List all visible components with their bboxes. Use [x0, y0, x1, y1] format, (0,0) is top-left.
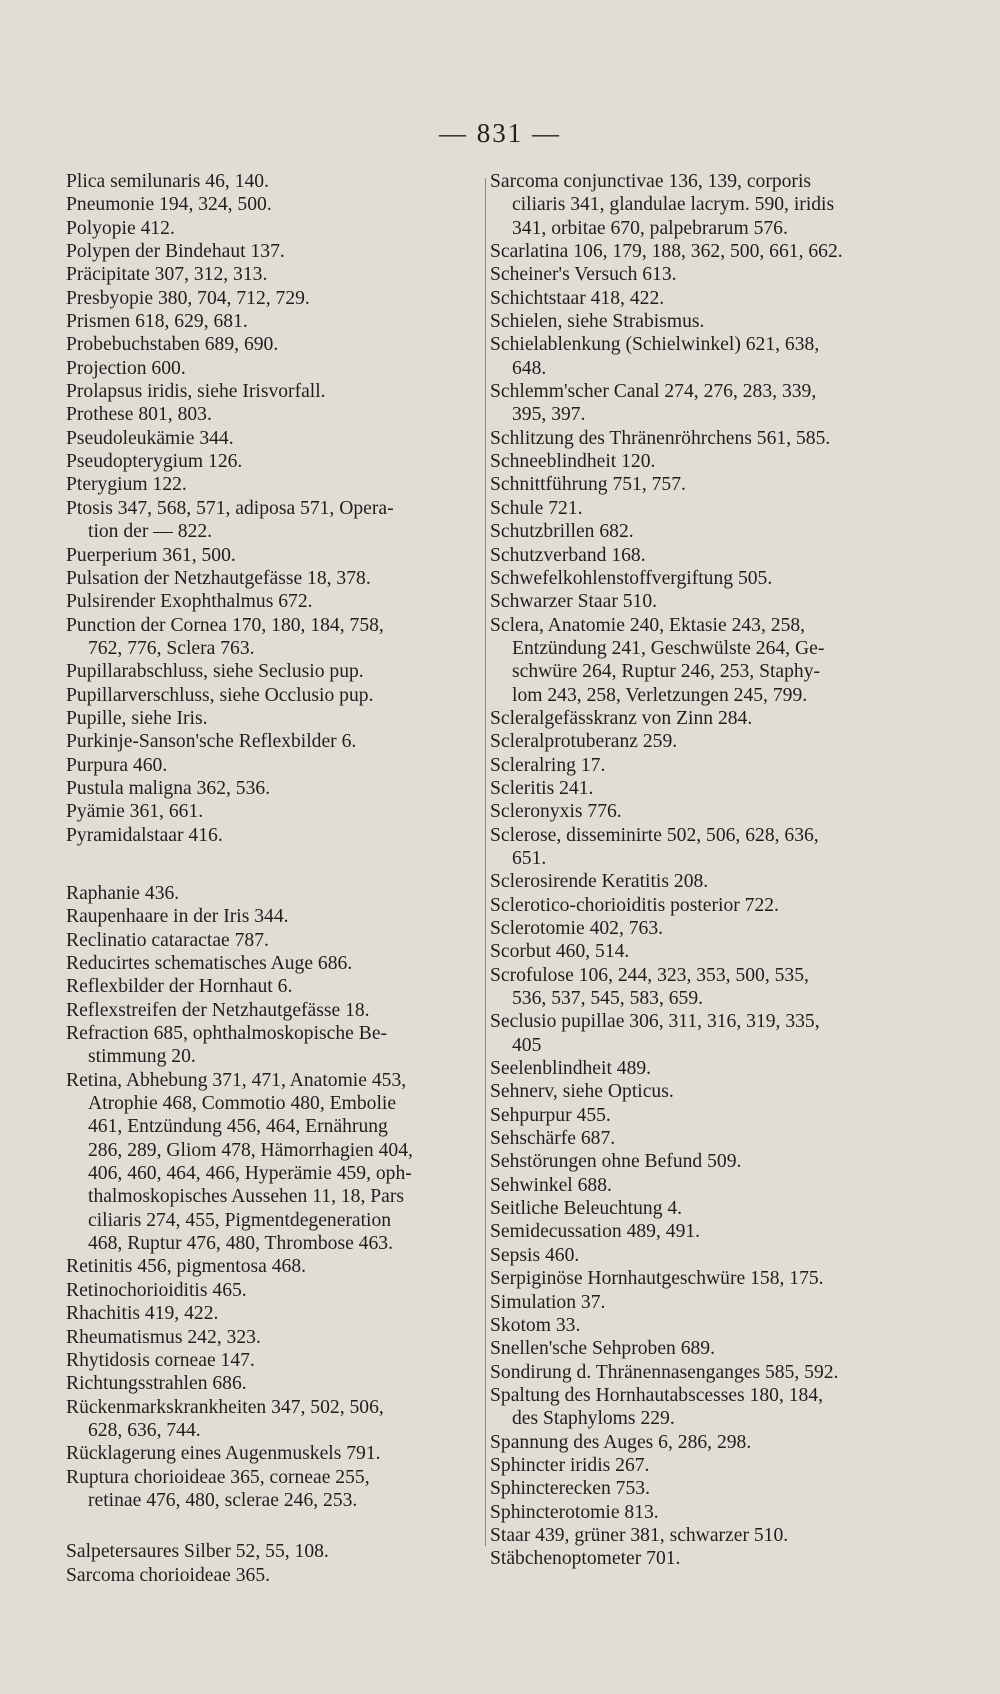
index-entry: Pyramidalstaar 416.	[66, 824, 223, 846]
column-divider	[485, 178, 486, 1546]
index-entry: Prothese 801, 803.	[66, 404, 212, 426]
index-entry: Scleronyxis 776.	[490, 801, 622, 823]
index-entry: Staar 439, grüner 381, schwarzer 510.	[490, 1524, 789, 1546]
index-entry: Sphincterecken 753.	[490, 1478, 650, 1500]
index-entry: Schutzbrillen 682.	[490, 521, 634, 543]
index-entry: Scleralgefässkranz von Zinn 284.	[490, 707, 753, 729]
index-entry: Refraction 685, ophthalmoskopische Be- stimmung 20.	[66, 1023, 388, 1068]
index-entry: Scheiner's Versuch 613.	[490, 264, 677, 286]
index-entry: Schlitzung des Thränenröhrchens 561, 585.	[490, 427, 831, 449]
index-entry: Pneumonie 194, 324, 500.	[66, 194, 272, 216]
index-group-s	[66, 1540, 476, 1587]
index-entry: Schnittführung 751, 757.	[490, 474, 686, 496]
index-entry: Sclerotomie 402, 763.	[490, 918, 664, 939]
index-entry: Retinochorioiditis 465.	[66, 1279, 247, 1301]
index-entry: Raphanie 436.	[66, 882, 180, 904]
index-entry: Plica semilunaris 46, 140.	[66, 171, 269, 192]
index-entry: Scorbut 460, 514.	[490, 941, 630, 963]
index-entry: Punction der Cornea 170, 180, 184, 758, 762, 776, Sclera 763.	[66, 614, 384, 659]
index-entry: Retina, Abhebung 371, 471, Anatomie 453, Atrophie 468, Commotio 480, Embolie 461, Entzündung 456, 464, Ernährung 286, 289, Gliom 478, Hämorrhagien 404, 406, 460, 464, 466, Hyperämie 459, oph- thalmoskopisches Aussehen 11, 18, Pars ciliaris 274, 455, Pigmentdegeneration 468, Ruptur 476, 480, Thrombose 463.	[66, 1069, 413, 1255]
index-entry: Serpiginöse Hornhautgeschwüre 158, 175.	[490, 1268, 824, 1290]
index-entry: Sehschärfe 687.	[490, 1128, 616, 1150]
index-entry: Seclusio pupillae 306, 311, 316, 319, 335, 405	[490, 1011, 820, 1056]
index-entry: Scarlatina 106, 179, 188, 362, 500, 661, 662.	[490, 241, 843, 263]
index-entry: Polyopie 412.	[66, 217, 175, 239]
index-entry: Präcipitate 307, 312, 313.	[66, 264, 268, 286]
index-entry: Schwarzer Staar 510.	[490, 591, 658, 613]
index-entry: Puerperium 361, 500.	[66, 544, 236, 566]
index-entry: Scleralring 17.	[490, 754, 606, 776]
index-group-r	[66, 882, 476, 1512]
index-entry: Reflexstreifen der Netzhautgefässe 18.	[66, 999, 370, 1021]
index-entry: Rhytidosis corneae 147.	[66, 1349, 255, 1371]
index-entry: Pupillarverschluss, siehe Occlusio pup.	[66, 684, 374, 706]
index-entry: Salpetersaures Silber 52, 55, 108.	[66, 1541, 329, 1563]
index-entry: Schutzverband 168.	[490, 544, 646, 566]
index-entry: Pseudopterygium 126.	[66, 451, 243, 473]
index-entry: Rheumatismus 242, 323.	[66, 1326, 261, 1348]
index-entry: Retinitis 456, pigmentosa 468.	[66, 1256, 307, 1278]
index-entry: Scleralprotuberanz 259.	[490, 731, 678, 753]
group-spacer	[66, 847, 476, 882]
index-entry: Reflexbilder der Hornhaut 6.	[66, 976, 293, 998]
index-entry: Sclerose, disseminirte 502, 506, 628, 636, 651.	[490, 824, 819, 869]
index-entry: Semidecussation 489, 491.	[490, 1221, 701, 1243]
index-entry: Pupillarabschluss, siehe Seclusio pup.	[66, 661, 364, 683]
index-entry: Snellen'sche Sehproben 689.	[490, 1338, 716, 1360]
index-entry: Sehnerv, siehe Opticus.	[490, 1081, 674, 1103]
index-entry: Sclera, Anatomie 240, Ektasie 243, 258, Entzündung 241, Geschwülste 264, Ge- schwüre 264, Ruptur 246, 253, Staphy- lom 243, 258, Verletzungen 245, 799.	[490, 614, 825, 706]
index-entry: Sehwinkel 688.	[490, 1174, 612, 1196]
index-entry: Pupille, siehe Iris.	[66, 707, 208, 729]
index-entry: Purkinje-Sanson'sche Reflexbilder 6.	[66, 731, 357, 753]
index-entry: Prolapsus iridis, siehe Irisvorfall.	[66, 381, 326, 403]
index-group-p	[66, 170, 476, 847]
index-entry: Pulsirender Exophthalmus 672.	[66, 591, 313, 613]
index-entry: Spannung des Auges 6, 286, 298.	[490, 1431, 752, 1453]
index-entry: Sclerotico-chorioiditis posterior 722.	[490, 894, 779, 916]
index-entry: Schlemm'scher Canal 274, 276, 283, 339, 395, 397.	[490, 381, 817, 426]
index-entry: Richtungsstrahlen 686.	[66, 1373, 247, 1395]
index-entry: Presbyopie 380, 704, 712, 729.	[66, 287, 310, 309]
index-entry: Sepsis 460.	[490, 1244, 580, 1266]
index-entry: Pterygium 122.	[66, 474, 187, 496]
index-entry: Scleritis 241.	[490, 777, 594, 799]
index-entry: Polypen der Bindehaut 137.	[66, 241, 285, 263]
index-entry: Sarcoma conjunctivae 136, 139, corporis ciliaris 341, glandulae lacrym. 590, iridis 341, orbitae 670, palpebrarum 576.	[490, 171, 835, 239]
index-entry: Sphincter iridis 267.	[490, 1454, 650, 1476]
index-entry: Sondirung d. Thränennasenganges 585, 592.	[490, 1361, 839, 1383]
index-entry: Purpura 460.	[66, 754, 168, 776]
index-entry: Pyämie 361, 661.	[66, 801, 204, 823]
index-entry: Seelenblindheit 489.	[490, 1058, 652, 1080]
index-entry: Stäbchenoptometer 701.	[490, 1548, 681, 1570]
index-entry: Schielablenkung (Schielwinkel) 621, 638, 648.	[490, 334, 820, 379]
index-entry: Sclerosirende Keratitis 208.	[490, 871, 709, 893]
index-entry: Pustula maligna 362, 536.	[66, 777, 271, 799]
index-entry: Simulation 37.	[490, 1291, 606, 1313]
group-spacer	[66, 1512, 476, 1540]
index-entry: Prismen 618, 629, 681.	[66, 311, 248, 333]
index-entry: Scrofulose 106, 244, 323, 353, 500, 535, 536, 537, 545, 583, 659.	[490, 964, 809, 1010]
page-number: — 831 —	[439, 118, 561, 148]
index-entry: Reclinatio cataractae 787.	[66, 929, 269, 951]
index-entry: Schichtstaar 418, 422.	[490, 287, 665, 309]
index-entry: Probebuchstaben 689, 690.	[66, 334, 279, 356]
index-entry: Schule 721.	[490, 497, 583, 519]
index-entry: Rückenmarkskrankheiten 347, 502, 506, 628, 636, 744.	[66, 1396, 384, 1441]
index-entry: Ruptura chorioideae 365, corneae 255, retinae 476, 480, sclerae 246, 253.	[66, 1466, 370, 1511]
index-entry: Projection 600.	[66, 357, 186, 379]
index-entry: Skotom 33.	[490, 1314, 581, 1336]
index-entry: Ptosis 347, 568, 571, adiposa 571, Opera- tion der — 822.	[66, 497, 394, 543]
index-entry: Rücklagerung eines Augenmuskels 791.	[66, 1443, 381, 1465]
index-entry: Raupenhaare in der Iris 344.	[66, 906, 289, 928]
index-column-right	[490, 170, 915, 1571]
index-entry: Schwefelkohlenstoffvergiftung 505.	[490, 567, 773, 589]
index-entry: Sehstörungen ohne Befund 509.	[490, 1151, 742, 1173]
index-entry: Schielen, siehe Strabismus.	[490, 311, 705, 333]
index-entry: Schneeblindheit 120.	[490, 451, 656, 473]
index-entry: Sehpurpur 455.	[490, 1104, 611, 1126]
index-entry: Sarcoma chorioideae 365.	[66, 1564, 271, 1586]
index-entry: Pulsation der Netzhautgefässe 18, 378.	[66, 567, 371, 589]
index-entry: Sphincterotomie 813.	[490, 1501, 659, 1523]
index-entry: Spaltung des Hornhautabscesses 180, 184, des Staphyloms 229.	[490, 1384, 824, 1430]
index-entry: Reducirtes schematisches Auge 686.	[66, 953, 353, 974]
index-entry: Pseudoleukämie 344.	[66, 427, 234, 449]
index-column-left	[66, 170, 476, 1587]
index-entry: Seitliche Beleuchtung 4.	[490, 1198, 683, 1220]
index-entry: Rhachitis 419, 422.	[66, 1303, 219, 1325]
